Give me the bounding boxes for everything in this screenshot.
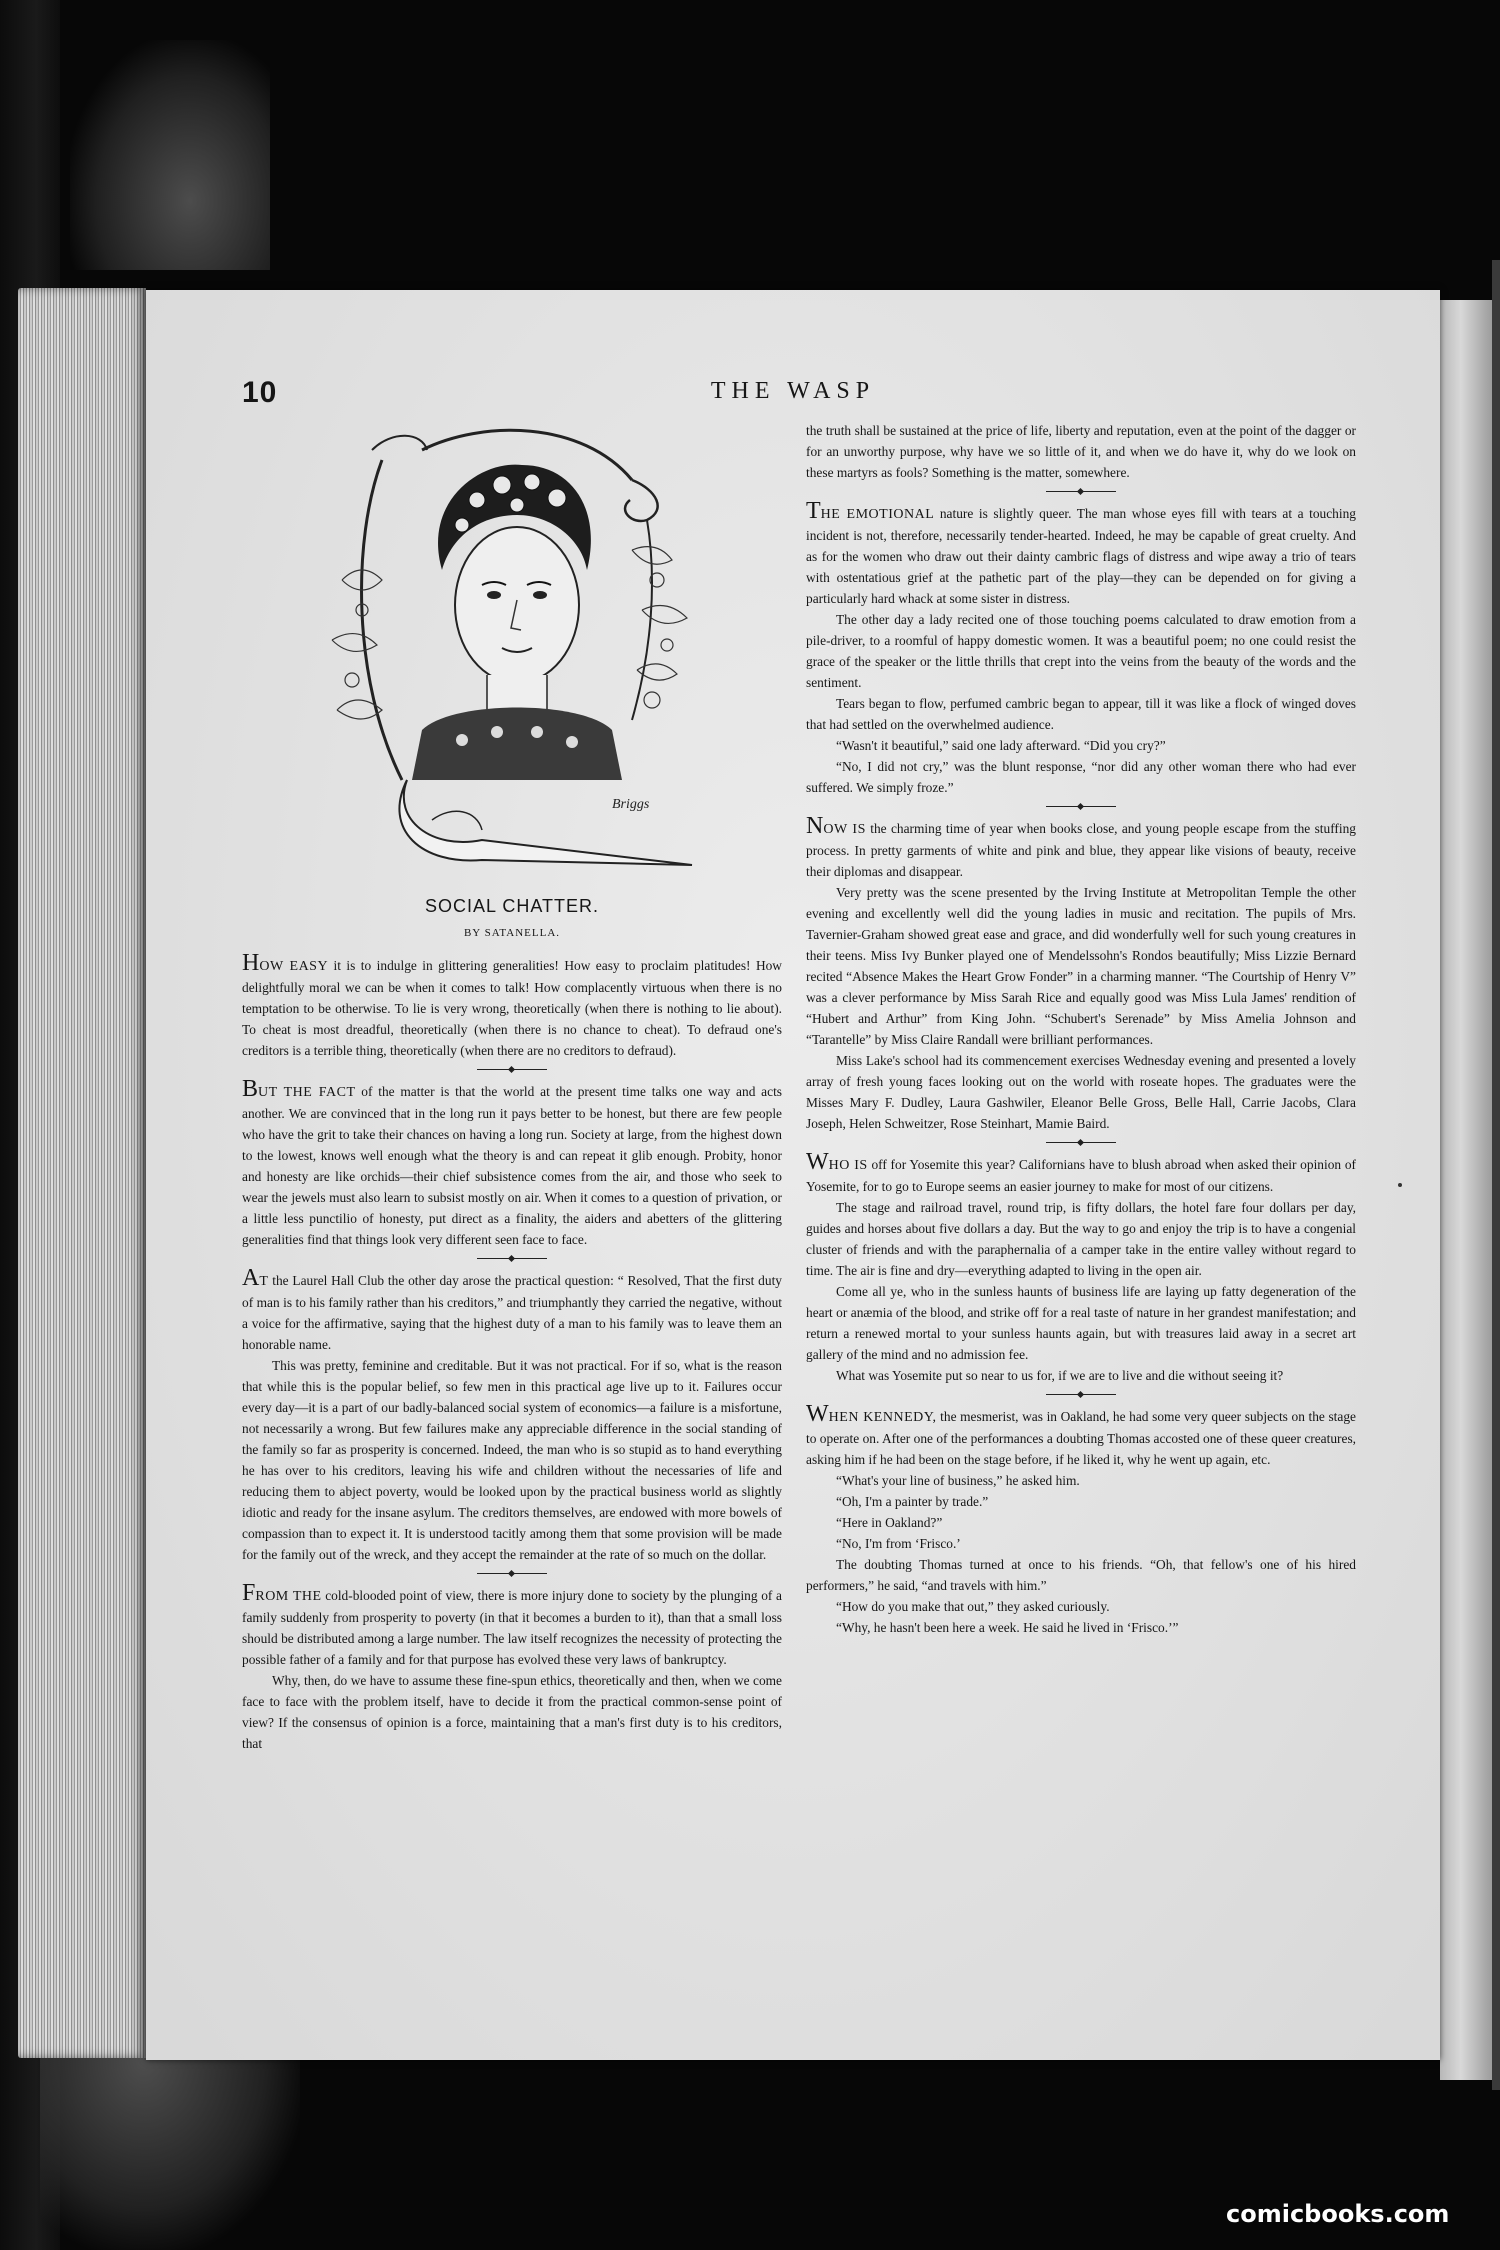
- watermark: comicbooks.com: [1226, 2200, 1450, 2228]
- article-byline: BY SATANELLA.: [463, 927, 561, 939]
- section-divider: [477, 1069, 547, 1070]
- book-page-edges: [18, 288, 146, 2058]
- paragraph: “Here in Oakland?”: [836, 1515, 943, 1530]
- scan-light-glare: [70, 40, 270, 270]
- masthead: THE WASP: [710, 378, 876, 404]
- right-column: [806, 420, 1356, 1638]
- artist-signature: Briggs: [612, 797, 650, 812]
- paragraph: Why, then, do we have to assume these fine-spun ethics, theoretically and then, when we come face to face with the problem itself, have to decide it from the practical common-sense point of view? If the consensus of opinion is a force, maintaining that a man's first duty is to his creditors, that: [242, 1673, 782, 1751]
- scanner-edge: [1492, 260, 1500, 2090]
- paragraph: HOW EASY it is to indulge in glittering generalities! How easy to proclaim platitudes! How delightfully moral we can be when it comes to talk! How complacently virtuous when there is no temptation to be otherwise. To lie is very wrong, theoretically (when there is nothing to lie about). To cheat is most dreadful, theoretically (when there is no chance to cheat). To defraud one's creditors is a terrible thing, theoretically (when there are no creditors to defraud).: [242, 950, 782, 1058]
- facing-page-edge: [1440, 300, 1492, 2080]
- paragraph: “Oh, I'm a painter by trade.”: [836, 1494, 989, 1509]
- paragraph: the truth shall be sustained at the price of life, liberty and reputation, even at the point of the dagger or for an unworthy purpose, why have we so little of it, and when we do have it, why do we look on these martyrs as fools? Something is the matter, somewhere.: [806, 423, 1356, 480]
- paragraph: Come all ye, who in the sunless haunts of business life are laying up fatty degeneration of the heart or anæmia of the blood, and strike off for a real taste of nature in her grandest manifestation; and return a renewed mortal to your sunless haunts again, but with treasures laid away in a secret art gallery of the mind and no admission fee.: [806, 1284, 1356, 1362]
- paragraph: “No, I'm from ‘Frisco.’: [836, 1536, 961, 1551]
- paragraph: “How do you make that out,” they asked curiously.: [836, 1599, 1110, 1614]
- paragraph: FROM THE cold-blooded point of view, there is more injury done to society by the plunging of a family suddenly from prosperity to poverty (in that it becomes a burden to it), than that a small loss should be distributed among a large number. The law itself recognizes the necessity of protecting the possible father of a family and for that purpose has evolved these very laws of bankruptcy.: [242, 1580, 782, 1667]
- magazine-page: [146, 290, 1440, 2060]
- paragraph: WHEN KENNEDY, the mesmerist, was in Oakland, he had some very queer subjects on the stage to operate on. After one of the performances a doubting Thomas accosted one of these queer creatures, asking him if he had been on the stage before, if he liked it, why he went up again, etc.: [806, 1401, 1356, 1467]
- paragraph: WHO IS off for Yosemite this year? Californians have to blush abroad when asked their opinion of Yosemite, for to go to Europe seems an easier journey to make for most of our citizens.: [806, 1149, 1356, 1194]
- section-divider: [1046, 1142, 1116, 1143]
- paragraph: Tears began to flow, perfumed cambric began to appear, till it was like a flock of winged doves that had settled on the overwhelmed audience.: [806, 696, 1356, 732]
- scan-speck: [1398, 1183, 1402, 1187]
- paragraph: The stage and railroad travel, round trip, is fifty dollars, the hotel fare four dollars per day, guides and horses about five dollars a day. But the way to go and enjoy the trip is to have a congenial cluster of friends and with the paraphernalia of a camper take in the entire valley without regard to time. The air is fine and dry—everything adapted to living in the open air.: [806, 1200, 1356, 1278]
- paragraph: Very pretty was the scene presented by the Irving Institute at Metropolitan Temple the other evening and excellently well did the young ladies in music and recitation. The pupils of Mrs. Tavernier-Graham showed great ease and grace, and did wonderfully well for such young creatures in their teens. Miss Ivy Bunker played one of Mendelssohn's Rondos beautifully; Miss Lizzie Bernard recited “Absence Makes the Heart Grow Fonder” in a charming manner. “The Courtship of Henry V” was a clever performance by Miss Sarah Rice and equally good was Miss Lula James' rendition of “Hubert and Arthur” from King John. “Schubert's Serenade” by Miss Amelia Johnson and “Tarantelle” by Miss Claire Randall were brilliant performances.: [806, 885, 1356, 1047]
- paragraph: “Wasn't it beautiful,” said one lady afterward. “Did you cry?”: [836, 738, 1166, 753]
- paragraph: BUT THE FACT of the matter is that the world at the present time talks one way and acts another. We are convinced that in the long run it pays better to be honest, but there are few people who have the grit to take their chances on having a long run. Society at large, from the highest down to the lowest, knows well enough what the theory is and can repeat it glib enough. Probity, honor and honesty are like orchids—their chief subsistence comes from the air, and those who seek to wear the jewels must also learn to subsist mostly on air. When it comes to a question of privation, or a little less punctilio of honesty, put direct as a finality, the aiders and abetters of the glittering generalities find that things look very different seen face to face.: [242, 1076, 782, 1247]
- paragraph: “What's your line of business,” he asked him.: [836, 1473, 1080, 1488]
- section-divider: [477, 1573, 547, 1574]
- section-divider: [1046, 806, 1116, 807]
- paragraph: This was pretty, feminine and creditable. But it was not practical. For if so, what is the reason that while this is the popular belief, so few men in this practical age live up to it. Failures occur every day—it is a part of our badly-balanced social system of economics—a failure is a misfortune, not necessarily a wrong. But few failures make any appreciable difference in the social standing of the family so far as prosperity is concerned. Indeed, the man who is so stupid as to hand everything he has over to his creditors, leaving his wife and children without the necessaries of life and reducing them to abject poverty, would be looked upon by the practical business world as slightly idiotic and ready for the insane asylum. The creditors themselves, are endowed with more bowels of compassion than to expect it. It is understood tacitly among them that some provision will be made for the family out of the wreck, and they accept the remainder at the rate of so much on the dollar.: [242, 1358, 782, 1562]
- section-divider: [1046, 491, 1116, 492]
- paragraph: “Why, he hasn't been here a week. He said he lived in ‘Frisco.’”: [836, 1620, 1179, 1635]
- paragraph: Miss Lake's school had its commencement exercises Wednesday evening and presented a lovely array of fresh young faces looking out on the world with roseate hopes. The graduates were the Misses Mary F. Dudley, Laura Gashwiler, Eleanor Belle Gross, Belle Hall, Carrie Jacobs, Clara Joseph, Helen Schweitzer, Rose Steinhart, Mamie Baird.: [806, 1053, 1356, 1131]
- paragraph: The other day a lady recited one of those touching poems calculated to draw emotion from a pile-driver, to a roomful of happy domestic women. It was a beautiful poem; no one could resist the grace of the speaker or the little thrills that crept into the veins from the beauty of the words and the sentiment.: [806, 612, 1356, 690]
- paragraph: NOW IS the charming time of year when books close, and young people escape from the stuffing process. In pretty garments of white and pink and blue, they appear like visions of beauty, receive their diplomas and disappear.: [806, 813, 1356, 879]
- paragraph: AT the Laurel Hall Club the other day arose the practical question: “ Resolved, That the first duty of man is to his family rather than his creditors,” and triumphantly they carried the negative, without a voice for the affirmative, saying that the highest duty of a man to his family was to leave them an honorable name.: [242, 1265, 782, 1352]
- woman-portrait-engraving: [312, 420, 712, 890]
- paragraph: The doubting Thomas turned at once to his friends. “Oh, that fellow's one of his hired performers,” he said, “and travels with him.”: [806, 1557, 1356, 1593]
- article-title: SOCIAL CHATTER.: [424, 896, 600, 916]
- section-divider: [477, 1258, 547, 1259]
- paragraph: What was Yosemite put so near to us for, if we are to live and die without seeing it?: [836, 1368, 1284, 1383]
- left-column: [242, 420, 782, 1754]
- paragraph: THE EMOTIONAL nature is slightly queer. The man whose eyes fill with tears at a touching incident is not, therefore, necessarily tender-hearted. Indeed, he may be capable of great cruelty. And as for the women who draw out their dainty cambric flags of distress and wipe away a trio of tears with ostentatious grief at the pathetic part of the play—they can be depended on for giving a particularly hard whack at some sister in distress.: [806, 498, 1356, 606]
- page-number: 10: [242, 376, 278, 409]
- section-divider: [1046, 1394, 1116, 1395]
- paragraph: “No, I did not cry,” was the blunt response, “nor did any other woman there who had ever suffered. We simply froze.”: [806, 759, 1356, 795]
